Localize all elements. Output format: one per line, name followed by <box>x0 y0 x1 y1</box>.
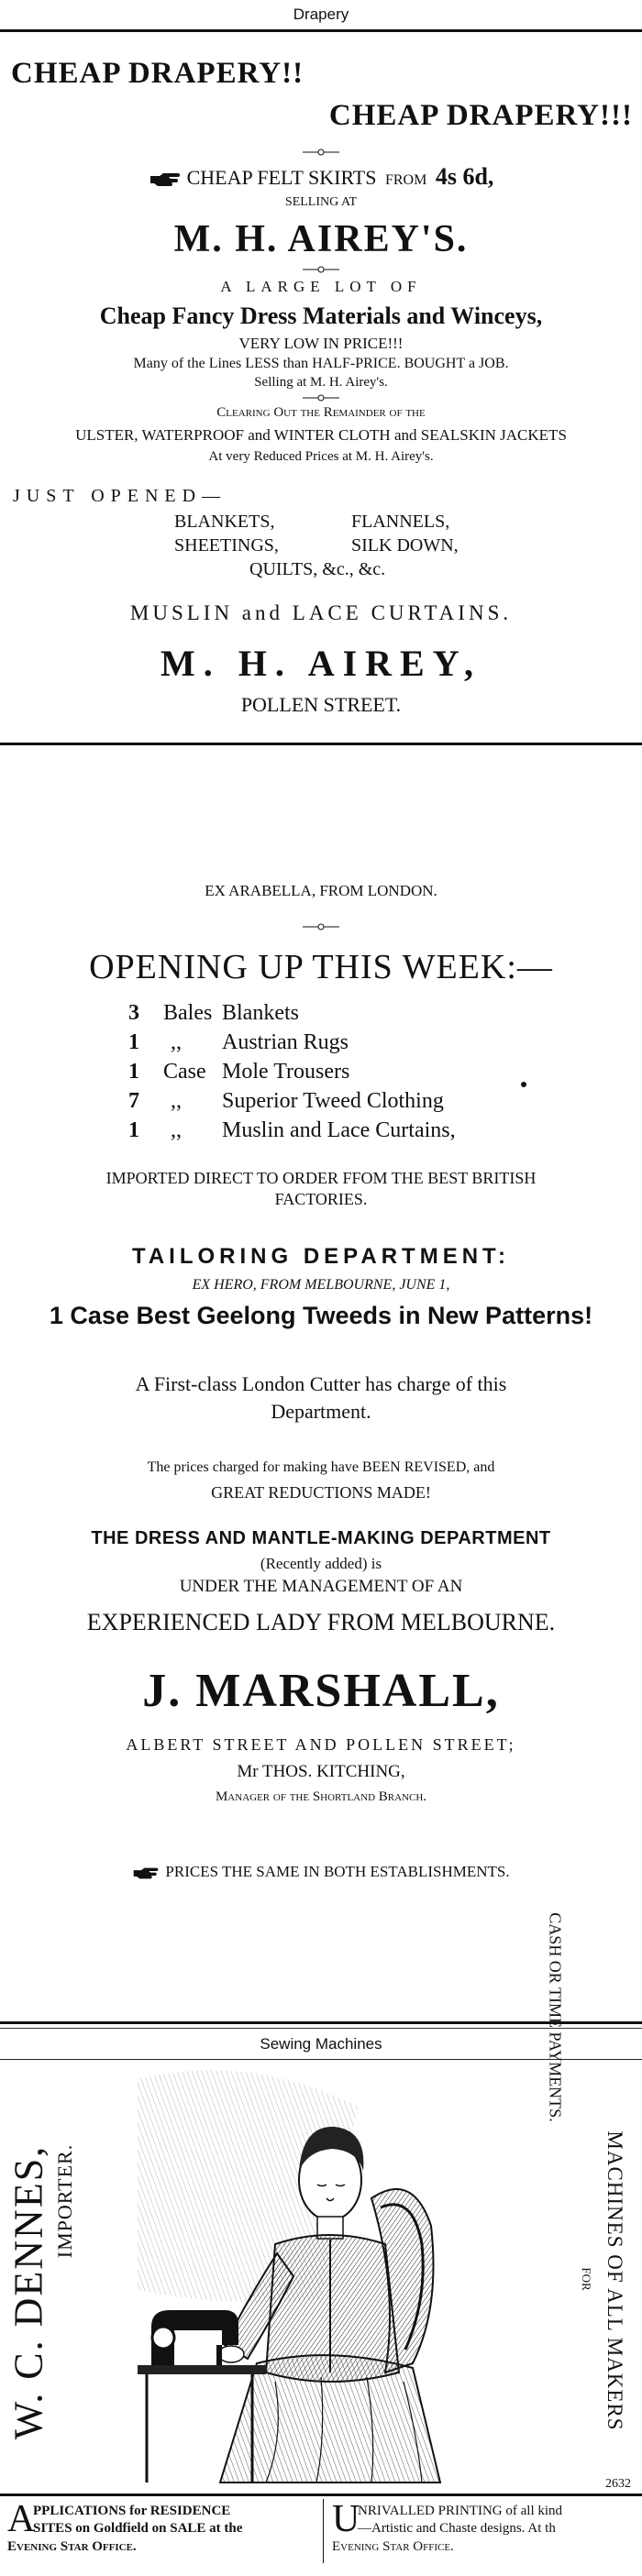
item-desc: Blankets <box>222 1001 299 1025</box>
under-management: UNDER THE MANAGEMENT OF AN <box>179 1577 463 1596</box>
imported-line-1: IMPORTED DIRECT TO ORDER FFOM THE BEST BRITISH <box>105 1169 537 1187</box>
same-prices-text: PRICES THE SAME IN BOTH ESTABLISHMENTS. <box>165 1863 510 1880</box>
item-unit: Bales <box>163 1001 213 1025</box>
residence-line-3: Evening Star Office. <box>7 2539 137 2554</box>
item-qty: 1 <box>128 1118 139 1142</box>
item-desc: Superior Tweed Clothing <box>222 1089 444 1113</box>
item-desc: Muslin and Lace Curtains, <box>222 1118 456 1142</box>
item-row <box>128 1089 444 1114</box>
opening-up-heading: OPENING UP THIS WEEK:— <box>89 948 553 986</box>
from-word: FROM <box>384 172 427 188</box>
ulster-jackets: ULSTER, WATERPROOF and WINTER CLOTH and SEALSKIN JACKETS <box>75 426 567 444</box>
pollen-street: POLLEN STREET. <box>240 693 402 716</box>
dennes-for-text: FOR <box>580 2267 593 2291</box>
tailoring-heading: TAILORING DEPARTMENT: <box>131 1244 511 1269</box>
item-unit: ,, <box>171 1118 182 1142</box>
pointing-hand-icon <box>132 1866 160 1880</box>
item-unit: ,, <box>171 1089 182 1113</box>
marshall-name-large: J. MARSHALL, <box>142 1665 500 1717</box>
skirt-price: 4s 6d, <box>435 163 494 190</box>
felt-skirts-line <box>0 163 642 191</box>
residence-line-2: SITES on Goldfield on SALE at the <box>33 2521 243 2536</box>
section-heading-drapery: Drapery <box>293 6 349 23</box>
dennes-importer-text: IMPORTER. <box>53 2143 76 2259</box>
item-row <box>128 1001 299 1026</box>
dennes-machines-text: MACHINES OF ALL MAKERS <box>603 2130 626 2431</box>
airey-name-large: M. H. AIREY'S. <box>173 218 469 260</box>
goods-silk-down: SILK DOWN, <box>351 535 459 556</box>
residence-sites-ad <box>4 2496 321 2576</box>
dress-mantle-department: THE DRESS AND MANTLE-MAKING DEPARTMENT <box>91 1528 551 1548</box>
item-row <box>128 1060 349 1084</box>
dennes-cash-text: CASH OR TIME PAYMENTS. <box>546 1912 565 2122</box>
item-row <box>128 1118 456 1143</box>
printing-ad <box>328 2496 642 2576</box>
item-qty: 3 <box>128 1001 139 1025</box>
just-opened: JUST OPENED— <box>13 486 227 506</box>
airey-headline-1: CHEAP DRAPERY!! <box>11 57 304 90</box>
top-rule <box>0 29 642 32</box>
reduced-prices: At very Reduced Prices at M. H. Airey's. <box>208 449 434 464</box>
item-unit: Case <box>163 1060 206 1084</box>
prices-revised: The prices charged for making have BEEN REVISED, and <box>147 1459 495 1475</box>
drop-cap-a: A <box>7 2498 36 2540</box>
ornament-divider <box>303 392 339 403</box>
felt-skirts-text: CHEAP FELT SKIRTS <box>186 166 377 189</box>
manager-shortland: Manager of the Shortland Branch. <box>215 1789 427 1804</box>
thos-kitching: Mr THOS. KITCHING, <box>237 1762 405 1781</box>
dennes-importer <box>51 2090 79 2328</box>
seamstress-engraving <box>138 2070 495 2492</box>
airey-signature: M. H. AIREY, <box>160 643 482 684</box>
printing-line-1: NRIVALLED PRINTING of all kind <box>358 2504 563 2518</box>
column-divider <box>323 2499 324 2563</box>
ornament-divider <box>303 147 339 158</box>
goods-flannels: FLANNELS, <box>351 512 450 532</box>
ornament-divider <box>303 264 339 275</box>
airey-headline-2: CHEAP DRAPERY!!! <box>328 99 633 132</box>
item-desc: Mole Trousers <box>222 1060 350 1084</box>
section-heading-sewing: Sewing Machines <box>260 2035 382 2053</box>
marshall-address: ALBERT STREET AND POLLEN STREET; <box>126 1735 516 1754</box>
ex-hero: EX HERO, FROM MELBOURNE, JUNE 1, <box>192 1277 450 1293</box>
printing-line-3: Evening Star Office. <box>332 2539 454 2554</box>
dennes-cash <box>537 1912 565 2484</box>
great-reductions: GREAT REDUCTIONS MADE! <box>211 1483 431 1502</box>
section-rule <box>0 743 642 745</box>
experienced-lady: EXPERIENCED LADY FROM MELBOURNE. <box>86 1609 556 1635</box>
large-lot: A LARGE LOT OF <box>220 278 422 295</box>
printing-line-2: —Artistic and Chaste designs. At th <box>358 2521 556 2536</box>
item-qty: 1 <box>128 1060 139 1084</box>
selling-at-airey: Selling at M. H. Airey's. <box>254 375 388 390</box>
speck <box>521 1082 526 1087</box>
dennes-name <box>6 2090 53 2484</box>
clearing-out: Clearing Out the Remainder of the <box>216 405 426 420</box>
goods-blankets: BLANKETS, <box>174 512 275 532</box>
item-qty: 7 <box>128 1089 139 1113</box>
item-desc: Austrian Rugs <box>222 1030 349 1054</box>
imported-line-2: FACTORIES. <box>274 1190 368 1208</box>
dennes-for <box>563 2081 591 2484</box>
dennes-machines <box>592 2081 637 2484</box>
pointing-hand-icon <box>149 171 182 188</box>
goods-sheetings: SHEETINGS, <box>174 535 279 556</box>
drop-cap-u: U <box>332 2498 360 2540</box>
selling-at: SELLING AT <box>284 195 358 209</box>
very-low-price: VERY LOW IN PRICE!!! <box>238 335 404 352</box>
muslin-curtains: MUSLIN and LACE CURTAINS. <box>129 601 513 624</box>
goods-quilts: QUILTS, &c., &c. <box>249 559 386 579</box>
item-unit: ,, <box>171 1030 182 1054</box>
cutter-line-1: A First-class London Cutter has charge of this <box>135 1372 507 1395</box>
cutter-line-2: Department. <box>271 1400 371 1423</box>
residence-line-1: PPLICATIONS for RESIDENCE <box>33 2504 231 2518</box>
many-lines: Many of the Lines LESS than HALF-PRICE. BOUGHT a JOB. <box>133 356 509 371</box>
item-row <box>128 1030 349 1055</box>
ex-arabella: EX ARABELLA, FROM LONDON. <box>205 882 437 899</box>
ornament-divider <box>303 921 339 932</box>
dennes-name-text: W. C. DENNES, <box>6 2144 51 2440</box>
recently-added: (Recently added) is <box>260 1555 382 1572</box>
item-qty: 1 <box>128 1030 139 1054</box>
geelong-tweeds: 1 Case Best Geelong Tweeds in New Patterns! <box>49 1302 593 1329</box>
dress-materials: Cheap Fancy Dress Materials and Winceys, <box>99 303 543 329</box>
ad-number: 2632 <box>605 2477 631 2491</box>
